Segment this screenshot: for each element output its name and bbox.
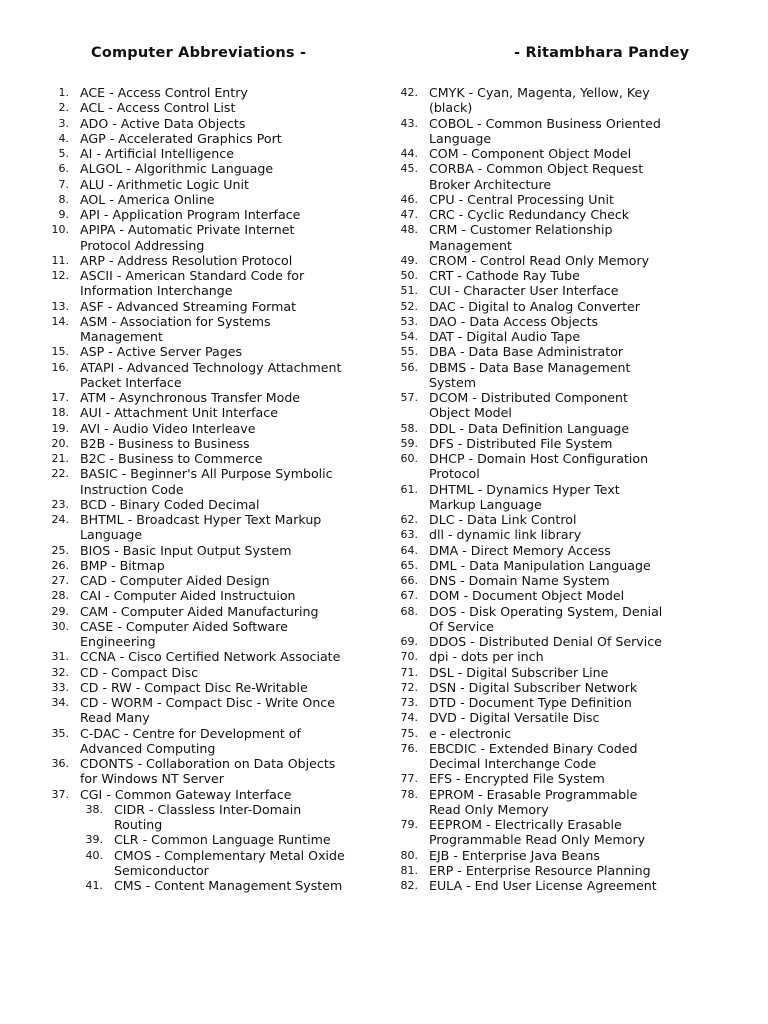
item-text: EJB - Enterprise Java Beans	[429, 847, 600, 863]
item-text: AOL - America Online	[80, 191, 215, 207]
item-text: CRM - Customer Relationship Management	[429, 222, 613, 253]
item-number: 26.	[51, 558, 69, 572]
item-text: EEPROM - Electrically Erasable Programmable Read Only Memory	[429, 817, 646, 848]
item-text: DML - Data Manipulation Language	[429, 557, 651, 573]
item-text: DSN - Digital Subscriber Network	[429, 679, 638, 695]
item-number: 5.	[58, 147, 69, 160]
list-item	[385, 695, 685, 710]
item-text: DAC - Digital to Analog Converter	[429, 298, 640, 314]
item-number: 69.	[400, 635, 418, 648]
item-number: 46.	[400, 192, 418, 206]
item-text: DSL - Digital Subscriber Line	[429, 664, 609, 680]
list-item	[40, 756, 370, 787]
item-number: 56.	[400, 360, 418, 374]
item-number: 53.	[400, 314, 418, 328]
item-number: 7.	[58, 177, 69, 191]
item-number: 37.	[51, 787, 69, 801]
list-item	[40, 131, 370, 146]
item-text: API - Application Program Interface	[80, 207, 301, 222]
item-number: 6.	[58, 162, 69, 176]
item-number: 74.	[400, 711, 418, 725]
item-number: 14.	[51, 314, 69, 328]
item-text: CD - Compact Disc	[80, 664, 199, 680]
item-text: BHTML - Broadcast Hyper Text Markup Language	[80, 512, 322, 543]
item-number: 62.	[400, 513, 418, 526]
item-text: DTD - Document Type Definition	[429, 695, 632, 710]
list-item	[385, 787, 685, 818]
list-item	[385, 512, 685, 527]
list-item	[385, 634, 685, 649]
list-item	[40, 268, 370, 299]
list-item	[385, 817, 685, 848]
list-item	[385, 207, 685, 222]
item-text: CAI - Computer Aided Instructuion	[80, 588, 296, 604]
item-number: 11.	[51, 253, 69, 267]
item-text: DBA - Data Base Administrator	[429, 344, 624, 360]
list-item	[40, 802, 370, 833]
item-number: 9.	[58, 208, 69, 221]
item-text: DBMS - Data Base Management System	[429, 359, 631, 390]
item-number: 40.	[85, 848, 103, 862]
item-number: 47.	[400, 208, 418, 221]
item-text: ATAPI - Advanced Technology Attachment Packet Interface	[80, 359, 342, 390]
list-item	[385, 543, 685, 558]
list-item	[385, 299, 685, 314]
item-number: 38.	[85, 802, 103, 816]
list-item	[385, 710, 685, 725]
list-item	[385, 344, 685, 359]
list-item	[40, 451, 370, 466]
item-text: CD - WORM - Compact Disc - Write Once Read Many	[80, 695, 335, 726]
item-text: dpi - dots per inch	[429, 649, 544, 665]
item-number: 17.	[51, 391, 69, 404]
item-number: 52.	[400, 299, 418, 313]
item-number: 3.	[58, 116, 69, 130]
list-item	[40, 100, 370, 115]
item-number: 34.	[51, 696, 69, 709]
item-text: DDL - Data Definition Language	[429, 420, 630, 436]
list-item	[385, 863, 685, 878]
item-number: 48.	[400, 223, 418, 237]
item-text: COM - Component Object Model	[429, 146, 632, 161]
item-number: 58.	[400, 421, 418, 435]
list-item	[385, 329, 685, 344]
item-number: 79.	[400, 818, 418, 831]
item-text: DVD - Digital Versatile Disc	[429, 710, 600, 726]
item-number: 41.	[85, 879, 103, 892]
list-item	[385, 192, 685, 207]
item-number: 51.	[400, 284, 418, 298]
item-text: CMYK - Cyan, Magenta, Yellow, Key (black)	[429, 85, 650, 116]
list-item	[40, 116, 370, 131]
list-item	[40, 649, 370, 664]
item-text: CPU - Central Processing Unit	[429, 191, 614, 207]
item-text: ASF - Advanced Streaming Format	[80, 298, 297, 314]
item-number: 36.	[51, 757, 69, 770]
item-text: ARP - Address Resolution Protocol	[80, 252, 293, 268]
item-number: 75.	[400, 726, 418, 740]
item-text: CCNA - Cisco Certified Network Associate	[80, 649, 341, 665]
item-text: CDONTS - Collaboration on Data Objects for Windows NT Server	[80, 756, 336, 787]
item-text: AGP - Accelerated Graphics Port	[80, 130, 282, 146]
item-number: 1.	[58, 86, 69, 99]
item-text: ADO - Active Data Objects	[80, 115, 246, 131]
list-item	[385, 360, 685, 391]
list-item	[385, 649, 685, 664]
item-number: 50.	[400, 269, 418, 282]
item-text: APIPA - Automatic Private Internet Protocol Addressing	[80, 222, 295, 253]
list-item	[385, 390, 685, 421]
list-item	[40, 604, 370, 619]
item-text: DCOM - Distributed Component Object Model	[429, 390, 628, 421]
item-number: 54.	[400, 330, 418, 343]
list-item	[40, 161, 370, 176]
item-number: 72.	[400, 680, 418, 694]
item-text: BASIC - Beginner's All Purpose Symbolic Instruction Code	[80, 466, 333, 497]
list-item	[40, 177, 370, 192]
list-item	[385, 146, 685, 161]
item-text: ALU - Arithmetic Logic Unit	[80, 176, 249, 192]
item-number: 10.	[51, 223, 69, 237]
list-item	[40, 85, 370, 100]
item-text: ASCII - American Standard Code for Information Interchange	[80, 268, 305, 299]
item-number: 81.	[400, 863, 418, 877]
abbreviation-list-right	[385, 85, 685, 893]
item-number: 66.	[400, 574, 418, 587]
list-item	[40, 466, 370, 497]
list-item	[40, 543, 370, 558]
item-number: 28.	[51, 589, 69, 603]
list-item	[385, 421, 685, 436]
item-number: 12.	[51, 269, 69, 282]
item-text: BMP - Bitmap	[80, 557, 165, 573]
list-item	[40, 207, 370, 222]
item-text: ALGOL - Algorithmic Language	[80, 161, 274, 177]
list-item	[40, 314, 370, 345]
item-text: CIDR - Classless Inter-Domain Routing	[114, 801, 302, 832]
item-number: 65.	[400, 558, 418, 572]
item-text: BCD - Binary Coded Decimal	[80, 496, 260, 512]
list-item	[40, 832, 370, 847]
list-item	[40, 680, 370, 695]
list-item	[385, 588, 685, 603]
item-number: 49.	[400, 253, 418, 267]
list-item	[40, 497, 370, 512]
list-item	[40, 299, 370, 314]
item-number: 19.	[51, 421, 69, 435]
item-number: 78.	[400, 787, 418, 801]
item-number: 63.	[400, 528, 418, 542]
list-item	[385, 726, 685, 741]
list-item	[40, 222, 370, 253]
item-number: 43.	[400, 116, 418, 130]
item-text: DMA - Direct Memory Access	[429, 542, 611, 558]
list-item	[40, 405, 370, 420]
list-item	[40, 253, 370, 268]
item-text: DHCP - Domain Host Configuration Protocol	[429, 451, 649, 482]
item-number: 2.	[58, 101, 69, 115]
list-item	[40, 146, 370, 161]
item-text: CLR - Common Language Runtime	[114, 832, 331, 848]
list-item	[40, 878, 370, 893]
item-number: 67.	[400, 589, 418, 603]
item-number: 44.	[400, 147, 418, 160]
list-item	[385, 665, 685, 680]
item-number: 4.	[58, 131, 69, 145]
list-item	[40, 192, 370, 207]
item-text: DOS - Disk Operating System, Denial Of Service	[429, 603, 663, 634]
item-text: EULA - End User License Agreement	[429, 878, 657, 893]
item-text: COBOL - Common Business Oriented Language	[429, 115, 661, 146]
item-text: BIOS - Basic Input Output System	[80, 542, 292, 558]
list-item	[385, 573, 685, 588]
item-text: ACE - Access Control Entry	[80, 85, 248, 100]
item-number: 68.	[400, 604, 418, 618]
item-number: 60.	[400, 452, 418, 465]
item-text: DOM - Document Object Model	[429, 588, 625, 604]
item-number: 18.	[51, 406, 69, 420]
list-item	[40, 390, 370, 405]
item-text: DFS - Distributed File System	[429, 435, 613, 451]
list-item	[385, 253, 685, 268]
list-item	[40, 573, 370, 588]
list-item	[40, 726, 370, 757]
item-text: EPROM - Erasable Programmable Read Only Memory	[429, 786, 638, 817]
item-number: 24.	[51, 513, 69, 526]
item-text: CMOS - Complementary Metal Oxide Semiconductor	[114, 847, 345, 878]
item-text: DAT - Digital Audio Tape	[429, 329, 581, 344]
list-item	[40, 588, 370, 603]
item-number: 30.	[51, 619, 69, 633]
list-item	[385, 314, 685, 329]
list-item	[40, 695, 370, 726]
item-number: 13.	[51, 299, 69, 313]
item-number: 25.	[51, 543, 69, 557]
item-text: CROM - Control Read Only Memory	[429, 252, 650, 268]
item-number: 8.	[58, 192, 69, 206]
list-item	[385, 527, 685, 542]
list-item	[385, 436, 685, 451]
item-text: C-DAC - Centre for Development of Advanced Computing	[80, 725, 301, 756]
item-number: 16.	[51, 360, 69, 374]
item-number: 73.	[400, 696, 418, 709]
item-text: CRT - Cathode Ray Tube	[429, 268, 580, 283]
item-number: 23.	[51, 497, 69, 511]
list-item	[385, 741, 685, 772]
list-item	[40, 436, 370, 451]
document-title: Computer Abbreviations -	[91, 45, 307, 61]
item-text: CORBA - Common Object Request Broker Architecture	[429, 161, 644, 192]
list-item	[40, 421, 370, 436]
item-text: B2C - Business to Commerce	[80, 451, 263, 466]
item-number: 77.	[400, 772, 418, 786]
list-item	[40, 344, 370, 359]
item-number: 21.	[51, 452, 69, 465]
item-number: 32.	[51, 665, 69, 679]
item-text: CRC - Cyclic Redundancy Check	[429, 207, 630, 222]
item-number: 70.	[400, 650, 418, 664]
item-text: AI - Artificial Intelligence	[80, 146, 234, 161]
list-item	[385, 451, 685, 482]
item-number: 15.	[51, 345, 69, 359]
list-item	[385, 878, 685, 893]
list-item	[40, 848, 370, 879]
list-item	[40, 360, 370, 391]
item-text: CGI - Common Gateway Interface	[80, 786, 292, 802]
item-number: 39.	[85, 833, 103, 847]
list-item	[385, 680, 685, 695]
item-number: 80.	[400, 848, 418, 862]
item-number: 64.	[400, 543, 418, 557]
item-number: 42.	[400, 86, 418, 99]
list-item	[40, 619, 370, 650]
item-number: 55.	[400, 345, 418, 359]
item-text: CD - RW - Compact Disc Re-Writable	[80, 679, 308, 695]
list-item	[40, 665, 370, 680]
list-item	[385, 482, 685, 513]
item-number: 27.	[51, 574, 69, 587]
item-text: CAM - Computer Aided Manufacturing	[80, 603, 319, 619]
item-number: 20.	[51, 436, 69, 450]
item-text: DHTML - Dynamics Hyper Text Markup Language	[429, 481, 620, 512]
item-text: CMS - Content Management System	[114, 878, 343, 893]
item-number: 59.	[400, 436, 418, 450]
document-author: - Ritambhara Pandey	[514, 45, 690, 61]
item-text: DAO - Data Access Objects	[429, 313, 599, 329]
item-number: 29.	[51, 604, 69, 618]
list-item	[385, 116, 685, 147]
item-text: B2B - Business to Business	[80, 435, 250, 451]
list-item	[40, 787, 370, 802]
item-text: CASE - Computer Aided Software Engineering	[80, 618, 288, 649]
item-number: 22.	[51, 467, 69, 481]
item-text: AVI - Audio Video Interleave	[80, 420, 256, 436]
item-text: e - electronic	[429, 725, 512, 741]
item-text: EFS - Encrypted File System	[429, 771, 605, 787]
item-text: ASM - Association for Systems Management	[80, 313, 271, 344]
list-item	[385, 161, 685, 192]
abbreviation-list-left	[40, 85, 370, 893]
list-item	[385, 222, 685, 253]
item-text: ATM - Asynchronous Transfer Mode	[80, 390, 301, 405]
list-item	[385, 283, 685, 298]
list-item	[40, 558, 370, 573]
item-number: 76.	[400, 741, 418, 755]
item-text: ACL - Access Control List	[80, 100, 236, 116]
item-text: AUI - Attachment Unit Interface	[80, 405, 278, 421]
item-number: 35.	[51, 726, 69, 740]
item-number: 45.	[400, 162, 418, 176]
item-number: 61.	[400, 482, 418, 496]
item-text: DNS - Domain Name System	[429, 573, 610, 588]
item-number: 33.	[51, 680, 69, 694]
item-text: DDOS - Distributed Denial Of Service	[429, 634, 662, 649]
item-number: 31.	[51, 650, 69, 664]
item-text: ASP - Active Server Pages	[80, 344, 243, 360]
list-item	[385, 85, 685, 116]
item-text: EBCDIC - Extended Binary Coded Decimal Interchange Code	[429, 740, 638, 771]
item-number: 57.	[400, 391, 418, 404]
item-text: CAD - Computer Aided Design	[80, 573, 270, 588]
item-text: DLC - Data Link Control	[429, 512, 577, 527]
item-text: CUI - Character User Interface	[429, 283, 619, 299]
list-item	[385, 268, 685, 283]
item-text: ERP - Enterprise Resource Planning	[429, 862, 651, 878]
item-number: 71.	[400, 665, 418, 679]
list-item	[40, 512, 370, 543]
list-item	[385, 848, 685, 863]
list-item	[385, 604, 685, 635]
item-text: dll - dynamic link library	[429, 527, 582, 543]
list-item	[385, 558, 685, 573]
list-item	[385, 771, 685, 786]
item-number: 82.	[400, 879, 418, 892]
